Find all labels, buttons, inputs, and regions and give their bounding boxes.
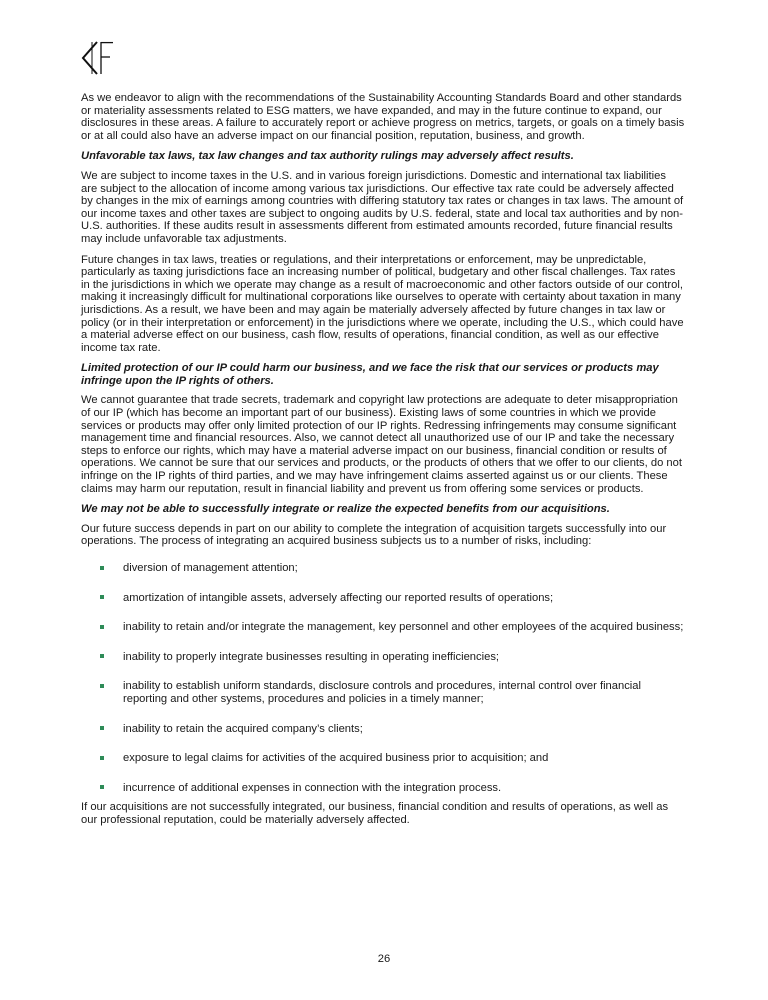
list-item: inability to establish uniform standards, disclosure controls and procedures, internal control over financial reporting and other systems, procedures and policies in a timely manner; xyxy=(81,680,685,705)
acquisition-closing-paragraph: If our acquisitions are not successfully integrated, our business, financial condition and results of operations, as well as our professional reputation, could be materially adversely affected. xyxy=(81,801,669,826)
square-bullet-icon xyxy=(100,756,104,760)
page-number: 26 xyxy=(377,953,391,965)
acquisition-risk-list xyxy=(81,562,685,794)
list-item: inability to properly integrate businesses resulting in operating inefficiencies; xyxy=(81,651,685,664)
ip-risk-heading: Limited protection of our IP could harm our business, and we face the risk that our services or products may infringe upon the IP rights of others. xyxy=(81,362,659,387)
list-item: amortization of intangible assets, adversely affecting our reported results of operations; xyxy=(81,592,685,605)
list-item: inability to retain the acquired company’s clients; xyxy=(81,723,685,736)
list-item: diversion of management attention; xyxy=(81,562,685,575)
acquisition-intro-paragraph: Our future success depends in part on our ability to complete the integration of acquisition targets successfully into our operations. The process of integrating an acquired business subjects us to a number of risks, including: xyxy=(81,522,667,548)
square-bullet-icon xyxy=(100,654,104,658)
esg-paragraph: As we endeavor to align with the recommendations of the Sustainability Accounting Standards Board and other standards or materiality assessments related to ESG matters, we have expanded, and may in the future continue to expand, our disclosures in these areas. A failure to accurately report or achieve progress on metrics, targets, or goals on a timely basis or at all could also have an adverse impact on our financial position, reputation, business, and growth. xyxy=(81,92,685,142)
square-bullet-icon xyxy=(100,785,104,789)
tax-paragraph-2: Future changes in tax laws, treaties or regulations, and their interpretations or enforcement, may be unpredictable, particularly as taxing jurisdictions face an increasing number of political, budgetary and other fiscal challenges. Tax rates in the jurisdictions in which we operate may change as a result of macroeconomic and other factors outside of our control, making it increasingly difficult for multinational corporations like ourselves to operate with certainty about taxation in many jurisdictions. As a result, we have been and may again be materially adversely affected by future changes in tax law or policy (or in their interpretation or enforcement) in the jurisdictions where we operate, including the U.S., which could have a material adverse effect on our business, cash flow, results of operations, financial condition, as well as our effective income tax rate. xyxy=(81,253,684,354)
tax-risk-heading: Unfavorable tax laws, tax law changes and tax authority rulings may adversely affect results. xyxy=(81,150,574,163)
kf-monogram-logo xyxy=(80,40,126,76)
ip-paragraph: We cannot guarantee that trade secrets, trademark and copyright law protections are adequate to deter misappropriation of our IP (which has become an important part of our business). Existing laws of some countries in which we provide services or products may offer only limited protection of our IP rights. Redressing infringements may consume significant management time and financial resources. Also, we cannot detect all unauthorized use of our IP and take the necessary steps to enforce our rights, which may have a material adverse impact on our business, financial condition or results of operations. We cannot be sure that our services and products, or the products of others that we offer to our clients, do not infringe on the IP rights of third parties, and we may have infringement claims asserted against us or our clients. These claims may harm our reputation, result in financial liability and prevent us from offering some services or products. xyxy=(81,394,682,495)
tax-paragraph-1: We are subject to income taxes in the U.S. and in various foreign jurisdictions. Domestic and international tax liabilities are subject to the allocation of income among various tax jurisdictions. Our effective tax rate could be adversely affected by changes in the mix of earnings among countries with differing statutory tax rates or changes in tax laws. The amount of our income taxes and other taxes are subject to ongoing audits by U.S. federal, state and local tax authorities and by non-U.S. authorities. If these audits result in assessments different from estimated amounts recorded, future financial results may include unfavorable tax adjustments. xyxy=(81,169,684,245)
list-item: inability to retain and/or integrate the management, key personnel and other employees of the acquired business; xyxy=(81,621,685,634)
list-item: exposure to legal claims for activities of the acquired business prior to acquisition; and xyxy=(81,752,685,765)
list-item: incurrence of additional expenses in connection with the integration process. xyxy=(81,782,685,795)
acquisition-risk-heading: We may not be able to successfully integrate or realize the expected benefits from our acquisitions. xyxy=(81,503,610,516)
document-body xyxy=(81,92,685,835)
square-bullet-icon xyxy=(100,684,104,688)
square-bullet-icon xyxy=(100,726,104,730)
square-bullet-icon xyxy=(100,595,104,599)
square-bullet-icon xyxy=(100,566,104,570)
square-bullet-icon xyxy=(100,625,104,629)
